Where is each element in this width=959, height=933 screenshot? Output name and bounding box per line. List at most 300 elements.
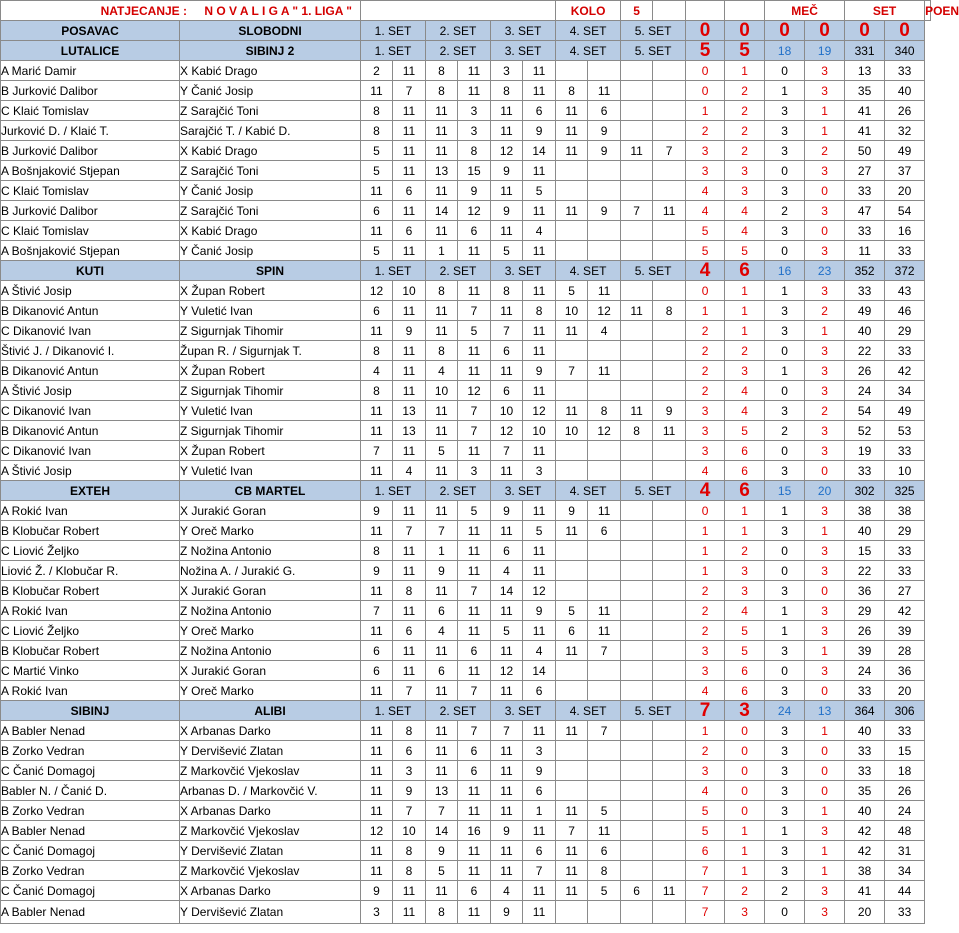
sets-away: 1	[805, 801, 845, 821]
away-player: Z Sigurnjak Tihomir	[180, 421, 361, 441]
points-away: 10	[885, 461, 925, 481]
away-player: Y Čanić Josip	[180, 181, 361, 201]
running-match-home: 2	[686, 341, 725, 361]
set-column-header: 5. SET	[621, 701, 686, 721]
set-score	[556, 581, 588, 601]
set-score: 11	[361, 581, 393, 601]
set-score	[653, 861, 686, 881]
set-score: 6	[588, 841, 621, 861]
set-score: 11	[458, 521, 491, 541]
game-row	[1, 721, 931, 741]
competition-label: NATJECANJE :	[100, 3, 188, 18]
set-score: 14	[523, 141, 556, 161]
running-match-away: 1	[725, 521, 765, 541]
points-home: 36	[845, 581, 885, 601]
set-score: 5	[556, 601, 588, 621]
set-score: 9	[653, 401, 686, 421]
sets-away: 3	[805, 161, 845, 181]
set-score	[653, 541, 686, 561]
set-score: 11	[393, 241, 426, 261]
set-score: 11	[491, 221, 523, 241]
set-score: 11	[393, 61, 426, 81]
running-match-away: 5	[725, 241, 765, 261]
set-score: 6	[588, 521, 621, 541]
running-match-away: 6	[725, 681, 765, 701]
running-match-away: 1	[725, 501, 765, 521]
running-match-home: 3	[686, 761, 725, 781]
set-score: 11	[523, 281, 556, 301]
points-home: 22	[845, 341, 885, 361]
set-score	[621, 161, 653, 181]
away-team-name: SIBINJ 2	[180, 41, 361, 61]
points-home: 35	[845, 781, 885, 801]
set-score: 11	[458, 841, 491, 861]
set-score	[556, 221, 588, 241]
points-home: 26	[845, 621, 885, 641]
home-player: A Štivić Josip	[1, 381, 180, 401]
set-score: 6	[426, 601, 458, 621]
set-score: 9	[491, 821, 523, 841]
running-match-away: 6	[725, 661, 765, 681]
away-player: X Kabić Drago	[180, 221, 361, 241]
set-score: 8	[556, 81, 588, 101]
match-score-home: 4	[686, 261, 725, 281]
set-score: 11	[653, 201, 686, 221]
points-home: 33	[845, 761, 885, 781]
set-score: 5	[361, 161, 393, 181]
set-score: 6	[393, 741, 426, 761]
sets-home: 3	[765, 681, 805, 701]
set-score: 6	[361, 201, 393, 221]
game-row	[1, 281, 931, 301]
running-match-away: 6	[725, 461, 765, 481]
away-player: Nožina A. / Jurakić G.	[180, 561, 361, 581]
set-score	[653, 561, 686, 581]
points-home: 49	[845, 301, 885, 321]
set-score: 11	[361, 761, 393, 781]
set-score	[556, 561, 588, 581]
set-score: 7	[393, 521, 426, 541]
set-score: 11	[458, 341, 491, 361]
running-match-away: 2	[725, 541, 765, 561]
set-score: 11	[588, 501, 621, 521]
set-score: 11	[361, 221, 393, 241]
set-score: 10	[393, 821, 426, 841]
points-away: 27	[885, 581, 925, 601]
set-score: 9	[523, 761, 556, 781]
set-score: 11	[556, 801, 588, 821]
set-score: 5	[361, 241, 393, 261]
away-team-name: ALIBI	[180, 701, 361, 721]
running-match-away: 5	[725, 621, 765, 641]
home-player: C Čanić Domagoj	[1, 761, 180, 781]
title-row	[1, 1, 931, 21]
set-score: 11	[393, 881, 426, 901]
set-score: 8	[426, 81, 458, 101]
set-score: 12	[361, 281, 393, 301]
points-home: 331	[845, 41, 885, 61]
set-score	[621, 241, 653, 261]
away-player: Sarajčić T. / Kabić D.	[180, 121, 361, 141]
sets-away: 0	[805, 581, 845, 601]
set-score	[653, 461, 686, 481]
set-score: 11	[588, 601, 621, 621]
set-score: 11	[556, 121, 588, 141]
set-score: 6	[491, 381, 523, 401]
running-match-away: 0	[725, 761, 765, 781]
set-score: 7	[393, 681, 426, 701]
running-match-home: 4	[686, 201, 725, 221]
points-away: 34	[885, 861, 925, 881]
set-score: 11	[426, 181, 458, 201]
set-score: 11	[393, 641, 426, 661]
set-score	[556, 61, 588, 81]
away-player: X Arbanas Darko	[180, 721, 361, 741]
sets-away: 3	[805, 361, 845, 381]
set-score: 11	[458, 81, 491, 101]
sets-home: 0	[765, 561, 805, 581]
set-score: 6	[458, 761, 491, 781]
sets-home: 1	[765, 501, 805, 521]
points-home: 38	[845, 861, 885, 881]
sets-home: 0	[765, 381, 805, 401]
home-player: B Jurković Dalibor	[1, 141, 180, 161]
set-score: 11	[556, 141, 588, 161]
game-row	[1, 781, 931, 801]
set-score: 6	[361, 641, 393, 661]
set-score: 11	[491, 741, 523, 761]
set-score: 11	[523, 441, 556, 461]
set-score: 9	[458, 181, 491, 201]
points-home: 40	[845, 321, 885, 341]
sets-won-home: 18	[765, 41, 805, 61]
away-player: Z Sarajčić Toni	[180, 101, 361, 121]
sets-away: 2	[805, 141, 845, 161]
set-score: 8	[426, 61, 458, 81]
running-match-home: 3	[686, 441, 725, 461]
set-score	[588, 541, 621, 561]
home-player: C Liović Željko	[1, 621, 180, 641]
sets-away: 0	[805, 781, 845, 801]
points-home: 20	[845, 901, 885, 924]
set-score: 12	[491, 661, 523, 681]
set-score	[653, 441, 686, 461]
home-player: C Dikanović Ivan	[1, 401, 180, 421]
set-score	[653, 801, 686, 821]
sets-away: 3	[805, 201, 845, 221]
set-score	[653, 361, 686, 381]
running-match-away: 3	[725, 181, 765, 201]
set-score: 5	[556, 281, 588, 301]
running-match-away: 1	[725, 861, 765, 881]
running-match-home: 7	[686, 881, 725, 901]
set-score	[588, 661, 621, 681]
set-score: 7	[426, 521, 458, 541]
set-score: 9	[491, 161, 523, 181]
set-score	[588, 61, 621, 81]
running-match-away: 5	[725, 641, 765, 661]
set-score: 7	[458, 301, 491, 321]
set-score	[588, 161, 621, 181]
set-score: 11	[361, 861, 393, 881]
sets-won-home: 16	[765, 261, 805, 281]
game-row	[1, 681, 931, 701]
set-column-header: 3. SET	[491, 701, 556, 721]
home-player: C Dikanović Ivan	[1, 321, 180, 341]
match-score-home: 7	[686, 701, 725, 721]
set-score	[653, 521, 686, 541]
set-score: 6	[556, 621, 588, 641]
set-score	[653, 281, 686, 301]
set-score	[621, 341, 653, 361]
total-cell: 0	[765, 21, 805, 41]
set-score	[653, 121, 686, 141]
points-away: 306	[885, 701, 925, 721]
set-score	[653, 761, 686, 781]
running-match-away: 0	[725, 721, 765, 741]
points-away: 325	[885, 481, 925, 501]
set-score: 11	[361, 321, 393, 341]
set-score	[653, 741, 686, 761]
set-score	[621, 581, 653, 601]
match-score-home: 4	[686, 481, 725, 501]
running-match-away: 2	[725, 121, 765, 141]
set-score	[653, 621, 686, 641]
sets-home: 3	[765, 181, 805, 201]
points-home: 54	[845, 401, 885, 421]
set-score: 11	[393, 341, 426, 361]
sets-away: 0	[805, 741, 845, 761]
sets-away: 3	[805, 441, 845, 461]
set-column-header: 5. SET	[621, 481, 686, 501]
away-player: X Kabić Drago	[180, 61, 361, 81]
set-score: 8	[361, 381, 393, 401]
set-score	[556, 461, 588, 481]
set-score: 11	[556, 521, 588, 541]
sets-won-home: 24	[765, 701, 805, 721]
set-score: 6	[393, 221, 426, 241]
set-score	[653, 341, 686, 361]
running-match-home: 3	[686, 161, 725, 181]
set-score: 12	[588, 421, 621, 441]
sets-home: 1	[765, 81, 805, 101]
set-column-header: 5. SET	[621, 41, 686, 61]
set-score	[556, 901, 588, 924]
game-row	[1, 121, 931, 141]
sets-home: 3	[765, 761, 805, 781]
points-away: 33	[885, 901, 925, 924]
set-score	[588, 581, 621, 601]
set-score: 7	[491, 321, 523, 341]
game-row	[1, 561, 931, 581]
game-row	[1, 841, 931, 861]
set-score: 7	[426, 801, 458, 821]
game-row	[1, 141, 931, 161]
points-away: 33	[885, 341, 925, 361]
set-score: 6	[426, 661, 458, 681]
set-score	[588, 461, 621, 481]
running-match-home: 5	[686, 821, 725, 841]
set-score	[621, 601, 653, 621]
points-away: 20	[885, 181, 925, 201]
home-player: C Klaić Tomislav	[1, 101, 180, 121]
points-away: 33	[885, 541, 925, 561]
running-match-home: 4	[686, 681, 725, 701]
points-away: 53	[885, 421, 925, 441]
set-score: 11	[393, 601, 426, 621]
points-home: 19	[845, 441, 885, 461]
points-home: 41	[845, 121, 885, 141]
points-away: 20	[885, 681, 925, 701]
set-score	[621, 521, 653, 541]
set-score	[621, 561, 653, 581]
game-row	[1, 101, 931, 121]
set-score: 11	[491, 181, 523, 201]
home-player: A Rokić Ivan	[1, 501, 180, 521]
points-header: POEN	[925, 1, 931, 21]
home-player: Jurković D. / Klaić T.	[1, 121, 180, 141]
set-score	[653, 641, 686, 661]
set-score	[621, 121, 653, 141]
set-score	[653, 221, 686, 241]
home-player: B Jurković Dalibor	[1, 201, 180, 221]
set-score: 11	[361, 181, 393, 201]
set-score: 11	[393, 501, 426, 521]
set-score: 3	[458, 121, 491, 141]
set-5-header: 5. SET	[621, 21, 686, 41]
set-4-header: 4. SET	[556, 21, 621, 41]
running-match-home: 1	[686, 721, 725, 741]
sets-away: 3	[805, 661, 845, 681]
points-home: 41	[845, 101, 885, 121]
sets-away: 0	[805, 761, 845, 781]
set-score: 5	[491, 241, 523, 261]
set-score: 11	[523, 241, 556, 261]
running-match-away: 1	[725, 281, 765, 301]
home-player: B Klobučar Robert	[1, 581, 180, 601]
set-score: 11	[458, 61, 491, 81]
points-away: 33	[885, 721, 925, 741]
set-score	[588, 441, 621, 461]
set-score	[556, 761, 588, 781]
set-score	[653, 181, 686, 201]
set-score: 11	[556, 321, 588, 341]
game-row	[1, 601, 931, 621]
set-score: 9	[588, 121, 621, 141]
home-player: A Babler Nenad	[1, 901, 180, 924]
points-away: 340	[885, 41, 925, 61]
set-score	[653, 241, 686, 261]
match-header-row	[1, 261, 931, 281]
away-player: Z Sigurnjak Tihomir	[180, 321, 361, 341]
running-match-home: 5	[686, 801, 725, 821]
game-row	[1, 321, 931, 341]
game-row	[1, 881, 931, 901]
running-match-home: 4	[686, 781, 725, 801]
set-score: 11	[458, 541, 491, 561]
set-score: 8	[523, 301, 556, 321]
game-row	[1, 421, 931, 441]
set-score: 5	[426, 441, 458, 461]
set-score: 15	[458, 161, 491, 181]
match-score-away: 6	[725, 481, 765, 501]
running-match-away: 0	[725, 741, 765, 761]
game-row	[1, 381, 931, 401]
running-match-home: 3	[686, 641, 725, 661]
running-match-away: 3	[725, 901, 765, 924]
running-match-home: 2	[686, 621, 725, 641]
home-player: B Klobučar Robert	[1, 641, 180, 661]
set-score: 11	[458, 441, 491, 461]
set-score: 3	[491, 61, 523, 81]
points-home: 52	[845, 421, 885, 441]
set-score: 5	[361, 141, 393, 161]
away-player: Župan R. / Sigurnjak T.	[180, 341, 361, 361]
home-player: A Babler Nenad	[1, 721, 180, 741]
sets-home: 0	[765, 661, 805, 681]
set-score: 11	[426, 301, 458, 321]
match-score-away: 6	[725, 261, 765, 281]
set-score: 3	[523, 741, 556, 761]
home-player: B Zorko Vedran	[1, 861, 180, 881]
points-home: 35	[845, 81, 885, 101]
set-score	[588, 241, 621, 261]
set-score: 11	[393, 301, 426, 321]
set-score: 11	[491, 461, 523, 481]
set-score: 8	[588, 401, 621, 421]
set-score: 6	[523, 101, 556, 121]
set-score: 11	[426, 101, 458, 121]
set-score	[653, 821, 686, 841]
points-home: 33	[845, 221, 885, 241]
set-score: 11	[523, 901, 556, 924]
set-score: 2	[361, 61, 393, 81]
set-score: 11	[491, 121, 523, 141]
sets-away: 3	[805, 421, 845, 441]
set-score: 8	[458, 141, 491, 161]
set-score: 6	[458, 641, 491, 661]
set-score	[621, 681, 653, 701]
away-player: X Jurakić Goran	[180, 661, 361, 681]
away-player: Arbanas D. / Markovčić V.	[180, 781, 361, 801]
game-row	[1, 521, 931, 541]
points-home: 40	[845, 801, 885, 821]
sets-home: 3	[765, 721, 805, 741]
running-match-home: 3	[686, 401, 725, 421]
points-home: 15	[845, 541, 885, 561]
sets-home: 1	[765, 281, 805, 301]
set-score: 11	[393, 141, 426, 161]
points-home: 42	[845, 841, 885, 861]
set-score: 9	[426, 561, 458, 581]
game-row	[1, 621, 931, 641]
away-player: Y Vuletić Ivan	[180, 301, 361, 321]
running-match-away: 2	[725, 81, 765, 101]
points-away: 46	[885, 301, 925, 321]
column-header-row	[1, 21, 931, 41]
set-score: 9	[556, 501, 588, 521]
running-match-home: 2	[686, 321, 725, 341]
set-score: 11	[491, 601, 523, 621]
away-player: Z Nožina Antonio	[180, 541, 361, 561]
running-match-home: 0	[686, 281, 725, 301]
set-score	[556, 661, 588, 681]
running-match-home: 2	[686, 361, 725, 381]
set-score: 3	[458, 461, 491, 481]
set-score: 6	[393, 621, 426, 641]
match-header-row	[1, 41, 931, 61]
set-score: 11	[458, 561, 491, 581]
